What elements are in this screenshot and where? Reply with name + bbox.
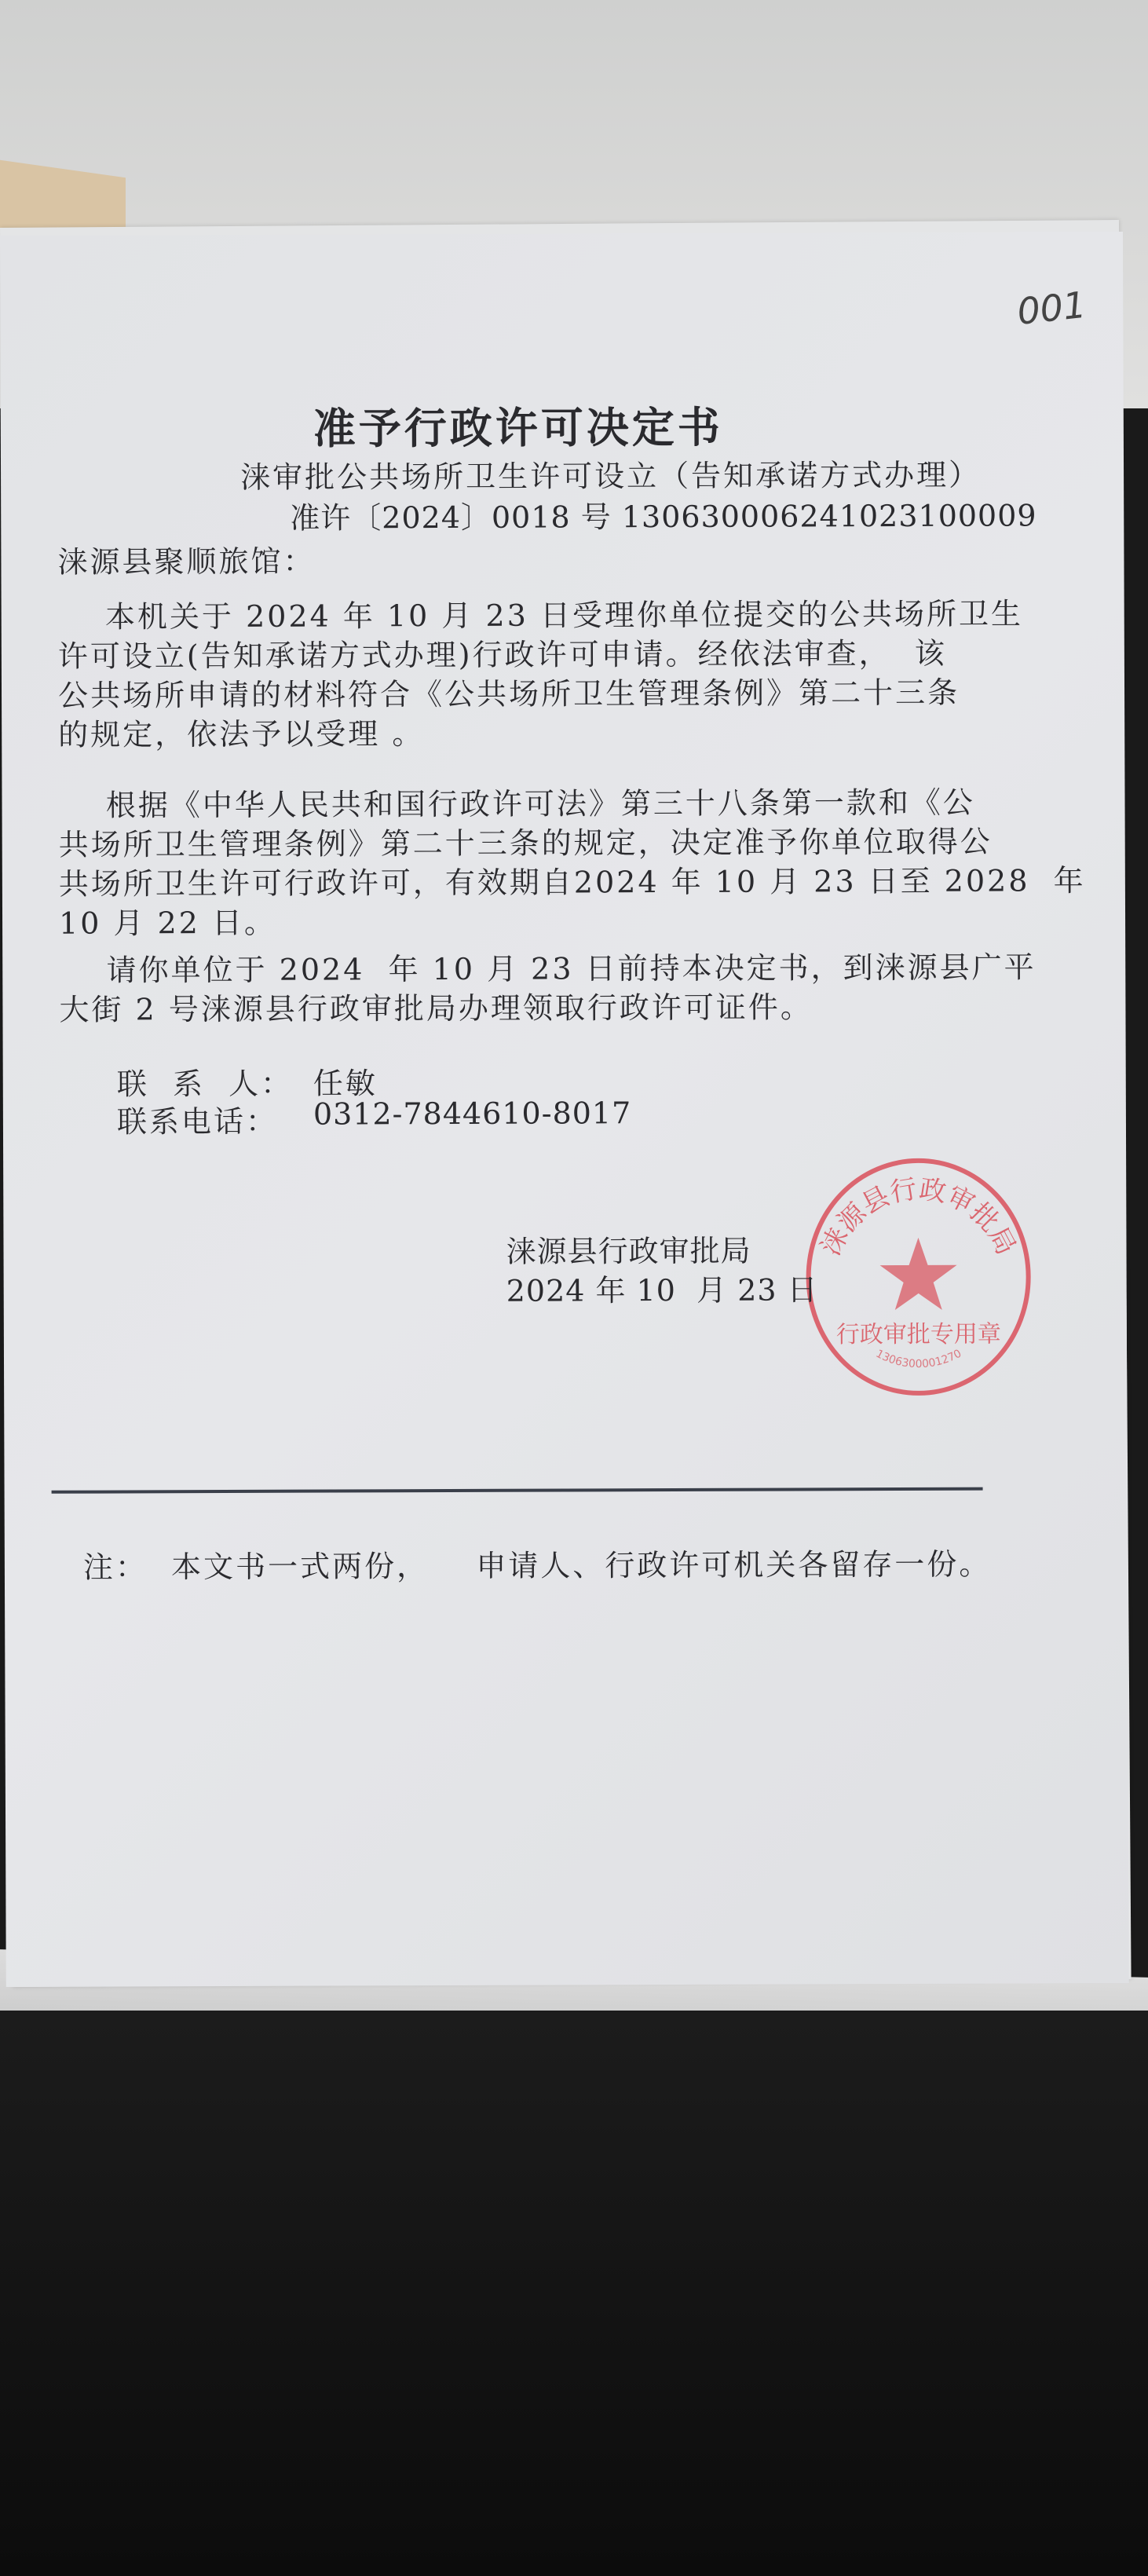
note: 注： 本文书一式两份， 申请人、行政许可机关各留存一份。 [82,1546,992,1585]
contact-phone: 0312-7844610-8017 [313,1096,632,1132]
page-mark: 001 [1015,283,1088,333]
paragraph2-line: 共场所卫生管理条例》第二十三条的规定，决定准予你单位取得公 [58,824,993,862]
paragraph2-line: 10 月 22 日。 [58,905,277,941]
dark-surface [0,2011,1148,2576]
svg-text:1306300001270 [874,1347,964,1370]
official-seal [796,1154,1040,1399]
contact-person-label: 联 系 人： [116,1066,294,1102]
paragraph3-line: 请你单位于 2024 年 10 月 23 日前持本决定书，到涞源县广平 [59,950,1036,988]
divider-line [52,1487,983,1494]
seal-code: 1306300001270 [873,1347,964,1371]
paragraph2-line: 根据《中华人民共和国行政许可法》第三十八条第一款和《公 [58,785,975,823]
paragraph1-line: 的规定，依法予以受理 。 [58,716,425,752]
contact-person: 任敏 [313,1066,378,1101]
paragraph1-line: 许可设立(告知承诺方式办理)行政许可申请。经依法审查， 该 [57,635,947,674]
addressee: 涞源县聚顺旅馆： [57,543,316,580]
seal-bottom-text: 行政审批专用章 [835,1320,1001,1349]
document-number: 准许〔2024〕0018 号 130630006241023100009 [290,498,1037,536]
issue-date: 2024 年 10 月 23 日 [506,1272,818,1308]
seal-top-text: 涞源县行政审批局 [814,1173,1022,1261]
paragraph3-line: 大街 2 号涞源县行政审批局办理领取行政许可证件。 [59,990,813,1027]
paragraph2-line: 共场所卫生许可行政许可，有效期自2024 年 10 月 23 日至 2028 年 [58,863,1086,902]
paragraph1-line: 本机关于 2024 年 10 月 23 日受理你单位提交的公共场所卫生 [57,596,1023,635]
issuer-name: 涞源县行政审批局 [506,1233,751,1269]
contact-phone-label: 联系电话： [116,1103,279,1140]
document-subtitle: 涞审批公共场所卫生许可设立（告知承诺方式办理） [239,457,982,495]
document-title: 准予行政许可决定书 [313,402,723,454]
document-page [0,232,1129,1987]
paragraph1-line: 公共场所申请的材料符合《公共场所卫生管理条例》第二十三条 [57,675,960,713]
